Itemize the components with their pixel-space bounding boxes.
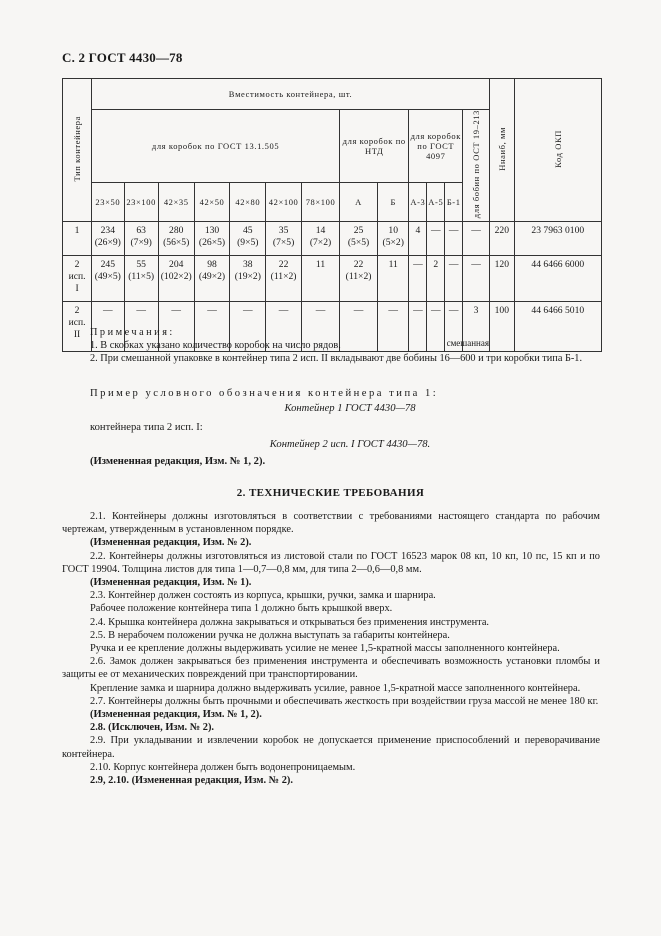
table-cell: — [340, 302, 378, 352]
row-type: 2 исп. II [63, 302, 92, 352]
body-text [62, 510, 600, 787]
table-cell: 3 смешанная [463, 302, 490, 352]
paragraph: 2.9, 2.10. (Измененная редакция, Изм. № 2). [90, 775, 293, 787]
paragraph: 2.2. Контейнеры должны изготовляться из листовой стали по ГОСТ 16523 марок 08 кп, 10 кп, 10 пс, 15 кп и по ГОСТ 19904. Толщина листов для типа 1—0,7—0,8 мм, для типа 2—0,6—0,8 мм. [62, 550, 600, 575]
example-line-3: контейнера типа 2 исп. I: [90, 422, 203, 433]
capacity-table [62, 78, 602, 352]
table-cell: — [463, 256, 490, 302]
table-cell: 11 [378, 256, 409, 302]
size-header: Б-1 [445, 183, 463, 222]
table-cell: 38 (19×2) [230, 256, 266, 302]
header-bobbins: для бобин по ОСТ 19–213 [463, 110, 490, 222]
table-cell: 55 (11×5) [124, 256, 158, 302]
table-cell: 98 (49×2) [194, 256, 230, 302]
row-h: 220 [490, 222, 515, 256]
notes-title: Примечания: [90, 327, 175, 338]
paragraph: 2.1. Контейнеры должны изготовляться в соответствии с требованиями настоящего стандарта по рабочим чертежам, утвержденным в установленном порядке. [62, 511, 600, 536]
table-cell: 11 [302, 256, 340, 302]
table-cell: — [266, 302, 302, 352]
notes [90, 326, 610, 365]
paragraph: (Измененная редакция, Изм. № 1). [90, 577, 252, 589]
table-cell: — [92, 302, 124, 352]
example-line-5: (Измененная редакция, Изм. № 1, 2). [90, 456, 266, 467]
size-header: А-5 [427, 183, 445, 222]
table-cell: — [158, 302, 194, 352]
table-cell: 10 (5×2) [378, 222, 409, 256]
row-type: 2 исп. I [63, 256, 92, 302]
table-cell: — [445, 222, 463, 256]
table-cell: 25 (5×5) [340, 222, 378, 256]
table-cell: 22 (11×2) [266, 256, 302, 302]
example-line-1: Пример условного обозначения контейнера типа 1: [90, 388, 439, 399]
table-cell: 2 [427, 256, 445, 302]
paragraph: Крепление замка и шарнира должно выдерживать усилие, равное 1,5-кратной массе заполненного контейнера. [90, 682, 581, 694]
size-header: Б [378, 183, 409, 222]
row-h: 100 [490, 302, 515, 352]
page-header: С. 2 ГОСТ 4430—78 [62, 50, 183, 65]
paragraph: 2.10. Корпус контейнера должен быть водонепроницаемым. [90, 761, 356, 773]
table-cell: — [194, 302, 230, 352]
table-cell: 204 (102×2) [158, 256, 194, 302]
table-cell: 130 (26×5) [194, 222, 230, 256]
table-cell: 63 (7×9) [124, 222, 158, 256]
table-cell: — [463, 222, 490, 256]
example-line-2: Контейнер 1 ГОСТ 4430—78 [284, 403, 416, 414]
table-cell: — [427, 222, 445, 256]
table-cell: 245 (49×5) [92, 256, 124, 302]
size-header: 42×35 [158, 183, 194, 222]
table-cell: — [230, 302, 266, 352]
table-cell: — [302, 302, 340, 352]
table-cell: — [409, 256, 427, 302]
table-cell: — [445, 302, 463, 352]
paragraph: 2.4. Крышка контейнера должна закрываться и открываться без применения инструмента. [90, 616, 490, 628]
row-type: 1 [63, 222, 92, 256]
header-gost13: для коробок по ГОСТ 13.1.505 [92, 110, 340, 183]
size-header: 78×100 [302, 183, 340, 222]
section-title: 2. ТЕХНИЧЕСКИЕ ТРЕБОВАНИЯ [236, 487, 425, 499]
table-cell: — [445, 256, 463, 302]
header-okp: Код ОКП [514, 79, 601, 222]
table-cell: — [378, 302, 409, 352]
table-cell: — [409, 302, 427, 352]
table-cell: 14 (7×2) [302, 222, 340, 256]
example-line-4: Контейнер 2 исп. I ГОСТ 4430—78. [269, 439, 431, 450]
paragraph: 2.7. Контейнеры должны быть прочными и обеспечивать жесткость при воздействии груза массой не менее 180 кг. [90, 695, 599, 707]
table-cell: 234 (26×9) [92, 222, 124, 256]
table-row [63, 256, 602, 302]
table-row [63, 222, 602, 256]
size-header: 23×50 [92, 183, 124, 222]
paragraph: 2.5. В нерабочем положении ручка не должна выступать за габариты контейнера. [90, 629, 450, 641]
paragraph: 2.3. Контейнер должен состоять из корпуса, крышки, ручки, замка и шарнира. [90, 590, 436, 602]
size-header: 42×50 [194, 183, 230, 222]
table-cell: — [427, 302, 445, 352]
size-header: 42×80 [230, 183, 266, 222]
paragraph: Рабочее положение контейнера типа 1 должно быть крышкой вверх. [90, 603, 393, 615]
paragraph: (Измененная редакция, Изм. № 1, 2). [90, 709, 262, 721]
paragraph: 2.8. (Исключен, Изм. № 2). [90, 722, 215, 734]
table-cell: 4 [409, 222, 427, 256]
paragraph: 2.9. При укладывании и извлечении коробок не допускается применение приспособлений и переворачивание контейнера. [62, 735, 600, 760]
example-block [90, 388, 610, 467]
row-okp: 44 6466 5010 [514, 302, 601, 352]
table-cell: 280 (56×5) [158, 222, 194, 256]
paragraph: Ручка и ее крепление должны выдерживать усилие не менее 1,5-кратной массы заполненного контейнера. [90, 643, 560, 655]
row-h: 120 [490, 256, 515, 302]
size-header: А [340, 183, 378, 222]
table-cell: 22 (11×2) [340, 256, 378, 302]
row-okp: 44 6466 6000 [514, 256, 601, 302]
table-cell: 35 (7×5) [266, 222, 302, 256]
header-type: Тип контейнера [63, 79, 92, 222]
size-header: 42×100 [266, 183, 302, 222]
row-okp: 23 7963 0100 [514, 222, 601, 256]
size-header: 23×100 [124, 183, 158, 222]
header-ntd: для коробок по НТД [340, 110, 409, 183]
note-1: 1. В скобках указано количество коробок на число рядов. [90, 340, 341, 351]
size-header: А-3 [409, 183, 427, 222]
note-2: 2. При смешанной упаковке в контейнер типа 2 исп. II вкладывают две бобины 16—600 и три коробки типа Б-1. [90, 353, 583, 364]
header-gost4097: для коробок по ГОСТ 4097 [409, 110, 463, 183]
table-cell: — [124, 302, 158, 352]
header-h: Hнаиб, мм [490, 79, 515, 222]
paragraph: 2.6. Замок должен закрываться без применения инструмента и обеспечивать возможность установки пломбы и защиты ее от механических повреждений при транспортировании. [62, 656, 600, 681]
paragraph: (Измененная редакция, Изм. № 2). [90, 537, 252, 549]
header-capacity: Вместимость контейнера, шт. [92, 79, 490, 110]
mixed-label: смешанная [446, 338, 489, 349]
table-cell: 45 (9×5) [230, 222, 266, 256]
